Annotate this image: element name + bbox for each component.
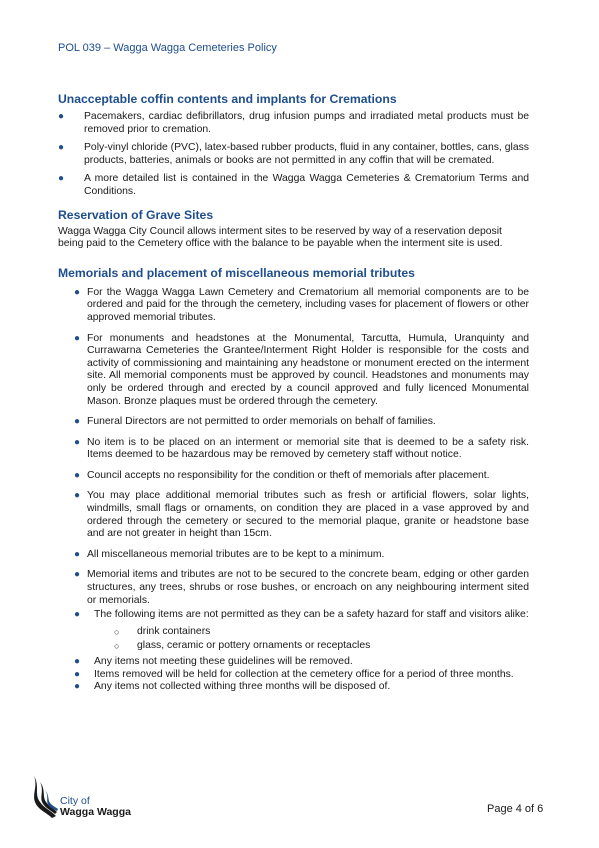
not-permitted-sub-list (58, 626, 529, 653)
logo-text (60, 796, 131, 818)
memorials-list (58, 287, 529, 607)
bullet-icon: ● (74, 286, 81, 298)
bullet-icon: ● (74, 609, 81, 621)
not-permitted-list (58, 609, 529, 622)
list-item: ● Council accepts no responsibility for the condition or theft of memorials after placement. (74, 469, 490, 481)
bullet-icon: ● (74, 416, 81, 428)
bullet-icon: ● (74, 569, 81, 581)
list-item: ● A more detailed list is contained in the Wagga Wagga Cemeteries & Crematorium Terms and Conditions. (58, 173, 529, 197)
list-item: ○ drink containers (114, 625, 211, 637)
wagga-wagga-logo-icon (30, 772, 60, 820)
list-item: ● For the Wagga Wagga Lawn Cemetery and Crematorium all memorial components are to be ordered and paid for the through the cemetery, including vases for placement of flowers or other approved memorial tributes. (74, 286, 529, 323)
section-heading-reservation: Reservation of Grave Sites (58, 207, 214, 222)
document-body (58, 92, 529, 694)
cremation-list (58, 111, 529, 199)
list-item: ○ glass, ceramic or pottery ornaments or receptacles (114, 640, 371, 652)
document-header: POL 039 – Wagga Wagga Cemeteries Policy (58, 42, 277, 54)
circle-bullet-icon: ○ (114, 626, 120, 637)
bullet-icon: ● (74, 681, 81, 693)
bullet-icon: ● (74, 490, 81, 502)
bullet-icon: ● (74, 656, 81, 667)
list-item: ● For monuments and headstones at the Monumental, Tarcutta, Humula, Uranquinty and Currawarna Cemeteries the Grantee/Interment Right Holder is responsible for the costs and activity of commissioning and maintaining any headstone or monument erected on the interment site. All memorial components must be approved by council. Headstones and monuments may only be ordered through and erected by a council approved and fully licenced Monumental Mason. Bronze plaques must be ordered through the cemetery. (74, 332, 529, 407)
section-heading-memorials: Memorials and placement of miscellaneous memorial tributes (58, 265, 415, 280)
bullet-icon: ● (74, 436, 81, 448)
page-number: Page 4 of 6 (487, 803, 544, 815)
bullet-icon: ● (74, 469, 81, 481)
city-logo (30, 772, 140, 822)
list-item: ● Pacemakers, cardiac defibrillators, drug infusion pumps and irradiated metal products must be removed prior to cremation. (58, 111, 529, 135)
bullet-icon: ● (58, 142, 65, 154)
list-item: ● You may place additional memorial tributes such as fresh or artificial flowers, solar lights, windmills, small flags or ornaments, on condition they are placed in a vase approved by and ordered through the cemetery or secured to the memorial plaque, granite or headstone base and are not greater in height than 15cm. (74, 490, 529, 540)
bullet-icon: ● (58, 173, 65, 185)
reservation-text: Wagga Wagga City Council allows interment sites to be reserved by way of a reservation deposit being paid to the Cemetery office with the balance to be payable when the interment site is used. (58, 225, 503, 250)
list-item: ● The following items are not permitted as they can be a safety hazard for staff and visitors alike: (74, 609, 529, 621)
circle-bullet-icon: ○ (114, 641, 120, 652)
list-item: ● Items removed will be held for collection at the cemetery office for a period of three months. (74, 668, 514, 680)
list-item: ● Any items not collected withing three months will be disposed of. (74, 681, 391, 693)
section-heading-cremation: Unacceptable coffin contents and implants for Cremations (58, 92, 397, 106)
logo-line-2: Wagga Wagga (60, 806, 131, 818)
bullet-icon: ● (74, 548, 81, 560)
bullet-icon: ● (74, 668, 81, 680)
list-item: ● Funeral Directors are not permitted to order memorials on behalf of families. (74, 416, 436, 428)
logo-line-1: City of (60, 795, 90, 807)
list-item: ● Poly-vinyl chloride (PVC), latex-based rubber products, fluid in any container, bottles, cans, glass products, batteries, animals or books are not permitted in any coffin that will be cremated. (58, 142, 529, 166)
bullet-icon: ● (74, 332, 81, 344)
list-item: ● All miscellaneous memorial tributes are to be kept to a minimum. (74, 548, 385, 560)
final-list (58, 656, 529, 694)
list-item: ● Memorial items and tributes are not to be secured to the concrete beam, edging or other garden structures, any trees, shrubs or rose bushes, or encroach on any neighbouring interment sited or memorials. (74, 569, 529, 606)
bullet-icon: ● (58, 111, 65, 122)
list-item: ● No item is to be placed on an interment or memorial site that is deemed to be a safety risk. Items deemed to be hazardous may be removed by cemetery staff without notice. (74, 436, 529, 461)
list-item: ● Any items not meeting these guidelines will be removed. (74, 656, 353, 667)
